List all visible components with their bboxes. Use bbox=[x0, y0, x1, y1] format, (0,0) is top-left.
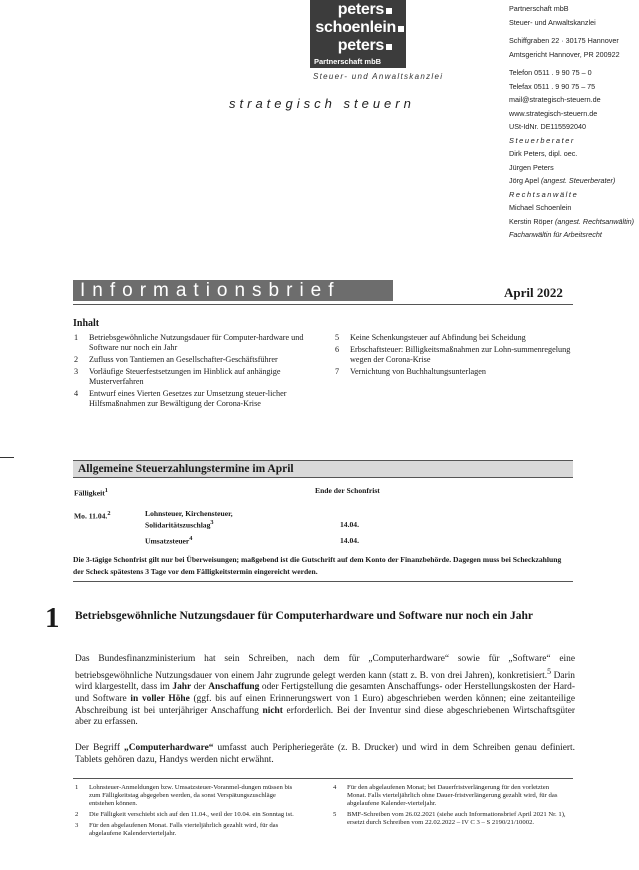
toc-item[interactable]: 2 Zufluss von Tantiemen an Gesellschafter-Geschäftsführer bbox=[74, 355, 278, 364]
fold-mark bbox=[0, 457, 14, 458]
firm-email[interactable]: mail@strategisch-steuern.de bbox=[509, 95, 601, 104]
deadlines-col-due: Fälligkeit$^1$ bbox=[74, 487, 108, 498]
contents-heading: Inhalt bbox=[73, 318, 100, 329]
footnotes-right bbox=[333, 784, 568, 830]
firm-register: Amtsgericht Hannover, PR 200922 bbox=[509, 49, 620, 59]
toc-item[interactable]: 3 Vorläufige Steuerfestsetzungen im Hinblick auf anhängige Musterverfahren bbox=[74, 367, 281, 386]
firm-website[interactable]: www.strategisch-steuern.de bbox=[509, 108, 598, 118]
firm-line: Steuer- und Anwaltskanzlei bbox=[509, 17, 596, 27]
firm-fax: Telefax 0511 . 9 90 75 – 75 bbox=[509, 81, 596, 91]
logo-subtitle: Partnerschaft mbB bbox=[314, 57, 382, 66]
deadline-row-label: Lohnsteuer, Kirchensteuer, Solidaritätszuschlag$^3$ bbox=[145, 509, 233, 530]
logo-line2: schoenlein bbox=[315, 19, 396, 36]
lawyer: Kerstin Röper (angest. Rechtsanwältin) bbox=[509, 216, 635, 226]
deadline-date: Mo. 11.04.$^2$ bbox=[74, 510, 111, 521]
section-title: Betriebsgewöhnliche Nutzungsdauer für Computerhardware und Software nur noch ein Jahr bbox=[75, 610, 534, 622]
lawyer-specialty: Fachanwältin für Arbeitsrecht bbox=[509, 230, 602, 239]
deadline-row-label: Umsatzsteuer$^4$ bbox=[145, 535, 193, 546]
toc-item[interactable]: 6 Erbschaftsteuer: Billigkeitsmaßnahmen zur Lohn-summenregelung wegen der Corona-Krise bbox=[335, 345, 571, 364]
toc-item[interactable]: 4 Entwurf eines Vierten Gesetzes zur Umsetzung steuer-licher Hilfsmaßnahmen zur Bewältigung der Corona-Krise bbox=[74, 389, 287, 408]
toc-item[interactable]: 7 Vernichtung von Buchhaltungsunterlagen bbox=[335, 367, 486, 376]
firm-info bbox=[509, 2, 639, 242]
section-number: 1 bbox=[45, 602, 60, 634]
footnote: 1 Lohnsteuer-Anmeldungen bzw. Umsatzsteuer-Voranmel-dungen müssen bis zum Fälligkeitstag abgegeben werden, da sonst Verspätungszuschläge entstehen können. bbox=[75, 784, 293, 807]
deadlines-col-end: Ende der Schonfrist bbox=[315, 486, 380, 495]
contents-left-column bbox=[74, 333, 324, 411]
deadlines-note: Die 3-tägige Schonfrist gilt nur bei Überweisungen; maßgebend ist die Gutschrift auf dem Konto der Finanzbehörde. Dagegen muss bei Scheckzahlung der Scheck spätestens 3 Tage vor dem Fälligkeitstermin eingereicht werden. bbox=[73, 555, 562, 576]
section-paragraph: Der Begriff „Computerhardware“ umfasst auch Peripheriegeräte (z. B. Drucker) und wird in dem Schreiben genau definiert. Tablets gehören dazu, Handys werden nicht erwähnt. bbox=[75, 743, 575, 765]
tax-advisor: Jürgen Peters bbox=[509, 162, 554, 172]
footnotes-left bbox=[75, 784, 300, 841]
footnote: 3 Für den abgelaufenen Monat. Falls vierteljährlich gezahlt wird, für das abgelaufene Kalendervierteljahr. bbox=[75, 822, 279, 837]
motto: strategisch steuern bbox=[229, 96, 415, 111]
logo-tagline: Steuer- und Anwaltskanzlei bbox=[313, 72, 444, 81]
footnote-rule bbox=[73, 778, 573, 779]
firm-logo bbox=[310, 0, 406, 68]
deadline-row-end: 14.04. bbox=[340, 536, 359, 545]
footnote: 5 BMF-Schreiben vom 26.02.2021 (siehe auch Informationsbrief April 2021 Nr. 1), ersetzt durch Schreiben vom 22.02.2022 – IV C 3 – S 2190/21/10002. bbox=[333, 811, 566, 826]
firm-line: Partnerschaft mbB bbox=[509, 4, 569, 13]
firm-address: Schiffgraben 22 · 30175 Hannover bbox=[509, 36, 619, 45]
tax-advisor: Dirk Peters, dipl. oec. bbox=[509, 149, 578, 158]
logo-square-icon bbox=[386, 8, 392, 14]
contents-right-column bbox=[335, 333, 575, 379]
logo-square-icon bbox=[398, 26, 404, 32]
firm-vat-id: USt-IdNr. DE115592040 bbox=[509, 122, 586, 131]
firm-phone: Telefon 0511 . 9 90 75 – 0 bbox=[509, 68, 592, 77]
role-tax-advisors: Steuerberater bbox=[509, 135, 575, 145]
document-banner: Informationsbrief bbox=[73, 280, 393, 301]
tax-advisor: Jörg Apel (angest. Steuerberater) bbox=[509, 176, 616, 185]
role-lawyers: Rechtsanwälte bbox=[509, 189, 579, 199]
divider bbox=[73, 304, 573, 305]
logo-line3: peters bbox=[337, 37, 384, 54]
deadlines-heading: Allgemeine Steuerzahlungstermine im April bbox=[73, 460, 573, 478]
lawyer: Michael Schoenlein bbox=[509, 203, 572, 212]
issue-date: April 2022 bbox=[504, 285, 563, 300]
logo-square-icon bbox=[386, 44, 392, 50]
logo-line1: peters bbox=[337, 1, 384, 18]
footnote: 2 Die Fälligkeit verschiebt sich auf den 11.04., weil der 10.04. ein Sonntag ist. bbox=[75, 811, 294, 818]
deadline-row-end: 14.04. bbox=[340, 520, 359, 529]
footnote: 4 Für den abgelaufenen Monat; bei Dauerfristverlängerung für den vorletzten Monat. Falls vierteljährlich ohne Dauer-fristverlängerung gezahlt wird, für das abgelaufene Kalender-vierteljahr. bbox=[333, 784, 558, 807]
divider bbox=[73, 581, 573, 582]
toc-item[interactable]: 1 Betriebsgewöhnliche Nutzungsdauer für Computer-hardware und Software nur noch ein Jahr bbox=[74, 333, 304, 352]
toc-item[interactable]: 5 Keine Schenkungsteuer auf Abfindung bei Scheidung bbox=[335, 333, 526, 342]
section-paragraph: Das Bundesfinanzministerium hat sein Schreiben, nach dem für „Computerhardware“ sowie für „Software“ eine betriebsgewöhnliche Nutzungsdauer von einem Jahr zugrunde gelegt werden kann (statt z. B. von drei Jahren), konkretisiert.$^5$ Darin wird klargestellt, dass im Jahr der Anschaffung oder Fertigstellung die gesamten Anschaffungs- oder Herstellungskosten der Hard- und Software in voller Höhe (ggf. bis auf einen Erinnerungswert von 1 Euro) abgeschrieben werden können; eine zeitanteilige Abschreibung ist bei unterjähriger Anschaffung nicht erforderlich. Bei der Inventur sind diese abgeschriebenen Wirtschaftsgüter aber zu erfassen. bbox=[75, 654, 575, 728]
